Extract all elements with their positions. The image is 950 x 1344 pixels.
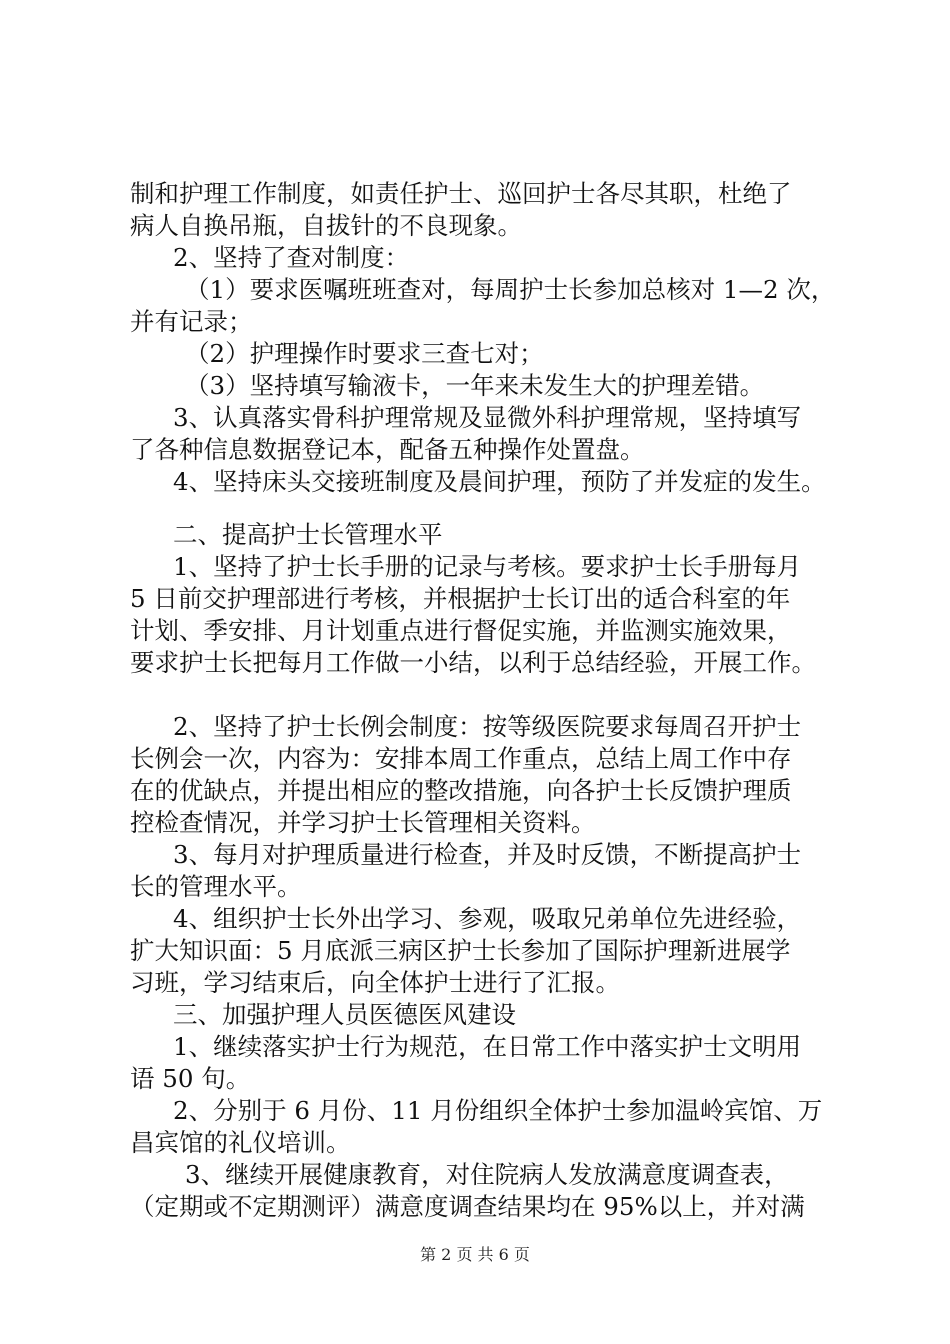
text-line: （2）护理操作时要求三查七对； <box>185 339 544 368</box>
text-line: 1、继续落实护士行为规范，在日常工作中落实护士文明用 <box>173 1032 802 1061</box>
text-line: 制和护理工作制度，如责任护士、巡回护士各尽其职，杜绝了 <box>130 179 792 208</box>
text-line: 4、组织护士长外出学习、参观，吸取兄弟单位先进经验， <box>173 904 802 933</box>
text-line: 2、分别于 6 月份、11 月份组织全体护士参加温岭宾馆、万 <box>173 1096 823 1125</box>
text-line: 语 50 句。 <box>130 1064 251 1093</box>
text-line: 长例会一次，内容为：安排本周工作重点，总结上周工作中存 <box>130 744 792 773</box>
text-line: 计划、季安排、月计划重点进行督促实施，并监测实施效果， <box>130 616 792 645</box>
section-heading: 三、加强护理人员医德医风建设 <box>173 1000 516 1029</box>
text-line: 昌宾馆的礼仪培训。 <box>130 1128 351 1157</box>
text-line: 5 日前交护理部进行考核，并根据护士长订出的适合科室的年 <box>130 584 791 613</box>
text-line: （定期或不定期测评）满意度调查结果均在 95%以上，并对满 <box>130 1192 805 1221</box>
text-line: 1、坚持了护士长手册的记录与考核。要求护士长手册每月 <box>173 552 802 581</box>
text-line: （1）要求医嘱班班查对，每周护士长参加总核对 1—2 次， <box>185 275 836 304</box>
text-line: 了各种信息数据登记本，配备五种操作处置盘。 <box>130 435 645 464</box>
text-line: 3、每月对护理质量进行检查，并及时反馈，不断提高护士 <box>173 840 802 869</box>
text-line: 控检查情况，并学习护士长管理相关资料。 <box>130 808 596 837</box>
text-line: 2、坚持了查对制度： <box>173 243 410 272</box>
text-line: 长的管理水平。 <box>130 872 302 901</box>
text-line: 4、坚持床头交接班制度及晨间护理，预防了并发症的发生。 <box>173 467 826 496</box>
text-line: 2、坚持了护士长例会制度：按等级医院要求每周召开护士 <box>173 712 802 741</box>
text-line: 要求护士长把每月工作做一小结，以利于总结经验，开展工作。 <box>130 648 816 677</box>
page-footer: 第 2 页 共 6 页 <box>420 1245 530 1264</box>
text-line: 扩大知识面：5 月底派三病区护士长参加了国际护理新进展学 <box>130 936 791 965</box>
text-line: 病人自换吊瓶，自拔针的不良现象。 <box>130 211 522 240</box>
text-line: 习班，学习结束后，向全体护士进行了汇报。 <box>130 968 620 997</box>
text-line: 3、认真落实骨科护理常规及显微外科护理常规，坚持填写 <box>173 403 802 432</box>
text-line: 3、继续开展健康教育，对住院病人发放满意度调查表， <box>185 1160 789 1189</box>
text-line: （3）坚持填写输液卡，一年来未发生大的护理差错。 <box>185 371 765 400</box>
section-heading: 二、提高护士长管理水平 <box>173 520 443 549</box>
text-line: 并有记录； <box>130 307 253 336</box>
text-line: 在的优缺点，并提出相应的整改措施，向各护士长反馈护理质 <box>130 776 792 805</box>
